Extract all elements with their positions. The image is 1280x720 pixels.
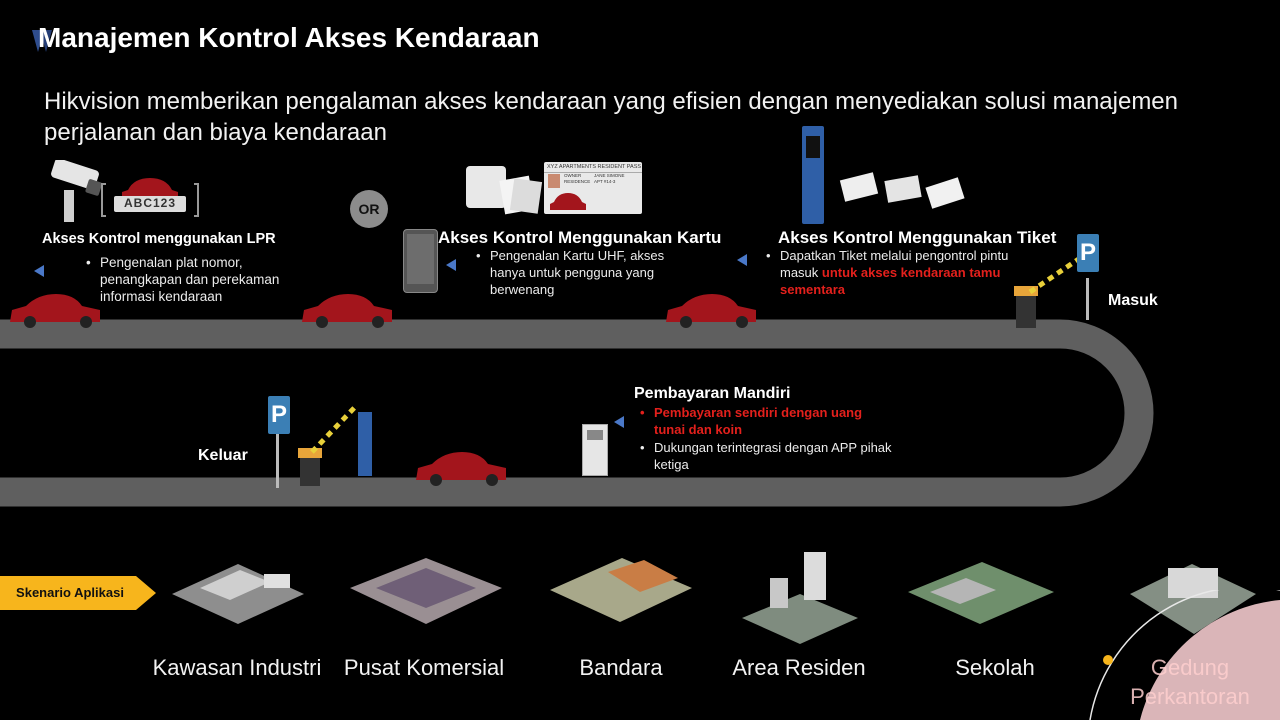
lpr-triangle-icon <box>34 265 44 277</box>
card-bullet-1: • Pengenalan Kartu UHF, akses hanya untuk pengguna yang berwenang <box>472 247 692 298</box>
tickets-icon <box>836 170 970 214</box>
or-badge: OR <box>350 190 388 228</box>
resident-pass-card <box>544 162 642 214</box>
car-icon <box>414 450 510 486</box>
pass-photo-icon <box>548 174 560 188</box>
exit-parking-sign: P <box>268 396 290 434</box>
resident-pass-header: XYZ APARTMENTS RESIDENT PASS <box>544 162 642 173</box>
pass-field-owner: JANE SIMONE <box>594 173 625 178</box>
payment-kiosk-icon <box>582 424 608 476</box>
lpr-title: Akses Kontrol menggunakan LPR <box>42 231 276 247</box>
commercial-center-image <box>348 548 504 626</box>
payment-bullet-red: • Pembayaran sendiri dengan uang tunai dan koin <box>636 404 896 438</box>
car-icon <box>664 292 760 328</box>
page-subtitle: Hikvision memberikan pengalaman akses kendaraan yang efisien dengan menyediakan solusi manajemen perjalanan dan biaya kendaraan <box>44 88 1178 146</box>
ticket-triangle-icon <box>737 254 747 266</box>
exit-label: Keluar <box>198 447 248 464</box>
car-icon <box>8 292 104 328</box>
ticket-bullets <box>762 247 1022 299</box>
entry-sign-pole <box>1086 278 1089 320</box>
license-plate-text: ABC123 <box>123 196 177 210</box>
scenario-tag-text: Skenario Aplikasi <box>16 585 124 600</box>
industrial-area-image <box>170 548 306 626</box>
scenario-label: Sekolah <box>955 655 1035 680</box>
ticket-bullet-text: Dapatkan Tiket melalui pengontrol pintu masuk <box>780 248 1009 280</box>
car-icon <box>300 292 396 328</box>
pass-car-icon <box>548 190 588 212</box>
card-title: Akses Kontrol Menggunakan Kartu <box>438 228 722 247</box>
residential-area-image <box>740 548 860 646</box>
payment-bullets <box>636 404 896 474</box>
payment-triangle-icon <box>614 416 624 428</box>
pass-field-residence: APT #14-3 <box>594 179 616 184</box>
lpr-bullet-1: • Pengenalan plat nomor, penangkapan dan perekaman informasi kendaraan <box>82 254 322 305</box>
airport-image <box>548 548 694 626</box>
lpr-bullets <box>82 254 322 306</box>
card-triangle-icon <box>446 259 456 271</box>
ticket-bullet-1 <box>762 247 1022 298</box>
pass-field-label-residence: RESIDENCE <box>564 179 591 184</box>
school-image <box>906 548 1056 626</box>
ticket-bullet-red: untuk akses kendaraan tamu sementara <box>780 265 1001 297</box>
payment-bullet-text: • Dukungan terintegrasi dengan APP pihak ketiga <box>636 439 896 473</box>
road-path <box>0 334 1139 492</box>
scenario-label: Gedung Perkantoran <box>1130 655 1250 709</box>
pass-field-label-owner: OWNER <box>564 173 582 178</box>
ticket-title: Akses Kontrol Menggunakan Tiket <box>778 228 1057 247</box>
payment-title: Pembayaran Mandiri <box>634 385 791 402</box>
scenario-label: Kawasan Industri <box>152 655 322 680</box>
scenario-label: Pusat Komersial <box>343 655 505 680</box>
exit-sign-pole <box>276 430 279 488</box>
exit-ticket-machine-icon <box>358 412 372 476</box>
entry-parking-sign: P <box>1077 234 1099 272</box>
scenario-label: Bandara <box>579 655 663 680</box>
exit-barrier-icon <box>294 398 364 488</box>
page-title: Manajemen Kontrol Akses Kendaraan <box>38 22 540 53</box>
scenario-tag <box>0 576 156 610</box>
phone-device-icon <box>403 229 438 293</box>
card-reader-icon <box>464 164 544 216</box>
entry-label: Masuk <box>1108 292 1158 309</box>
scenario-label: Area Residen <box>732 655 866 680</box>
ticket-dispenser-icon <box>802 126 824 224</box>
card-bullets <box>472 247 692 299</box>
